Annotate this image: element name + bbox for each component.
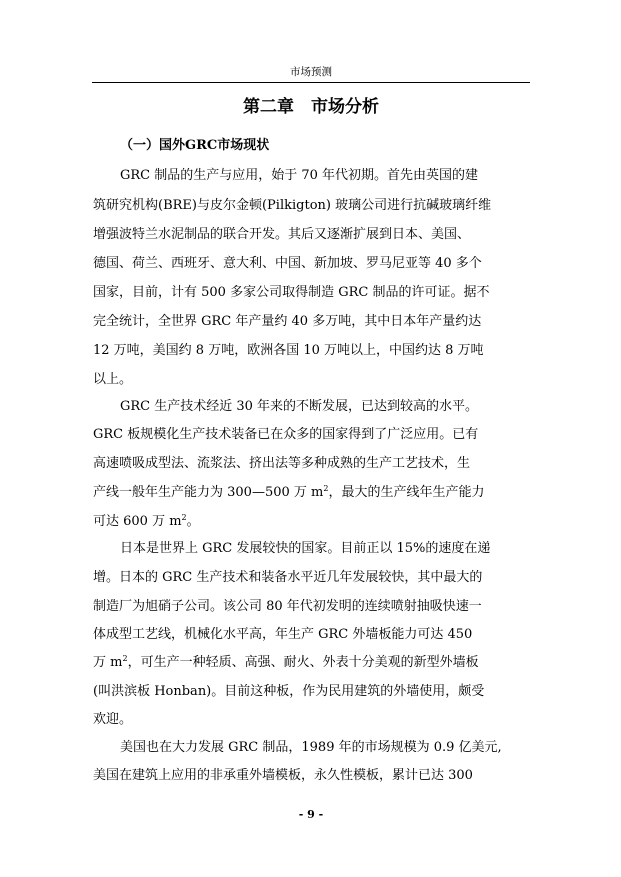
text-line: GRC 板规模化生产技术装备已在众多的国家得到了广泛应用。已有 — [93, 427, 479, 442]
text-line: 美国也在大力发展 GRC 制品，1989 年的市场规模为 0.9 亿美元, — [120, 740, 502, 755]
superscript: 2 — [122, 654, 128, 663]
chapter-title: 第二章 市场分析 — [243, 97, 379, 117]
page-header: 市场预测 — [290, 66, 332, 78]
text-line — [93, 483, 484, 503]
header-rule — [92, 82, 530, 83]
text-line: 欢迎。 — [93, 712, 133, 727]
text-line: 制造厂为旭硝子公司。该公司 80 年代初发明的连续喷射抽吸快速一 — [93, 599, 482, 614]
text-segment: ，最大的生产线年生产能力 — [328, 485, 485, 500]
text-line: 美国在建筑上应用的非承重外墙模板，永久性模板，累计已达 300 — [93, 768, 473, 783]
text-line: 日本是世界上 GRC 发展较快的国家。目前正以 15%的速度在递 — [120, 541, 491, 556]
text-line: 增强波特兰水泥制品的联合开发。其后又逐渐扩展到日本、美国、 — [93, 227, 471, 242]
text-line: GRC 制品的生产与应用，始于 70 年代初期。首先由英国的建 — [120, 168, 479, 183]
text-line: 德国、荷兰、西班牙、意大利、中国、新加坡、罗马尼亚等 40 多个 — [93, 256, 482, 271]
page-number: - 9 - — [298, 808, 324, 821]
text-line: 增。日本的 GRC 生产技术和装备水平近几年发展较快，其中最大的 — [93, 570, 483, 585]
text-line: 完全统计，全世界 GRC 年产量约 40 多万吨，其中日本年产量约达 — [93, 314, 482, 329]
text-segment: 万 m — [93, 655, 123, 670]
text-segment: ，可生产一种轻质、高强、耐火、外表十分美观的新型外墙板 — [127, 655, 479, 670]
text-line — [93, 512, 200, 532]
text-segment: 产线一般年生产能力为 300—500 万 m — [93, 485, 324, 500]
text-line: 体成型工艺线，机械化水平高，年生产 GRC 外墙板能力可达 450 — [93, 627, 473, 642]
text-segment: 。 — [186, 514, 200, 529]
text-line: 筑研究机构(BRE)与皮尔金顿(Pilkigton) 玻璃公司进行抗碱玻璃纤维 — [93, 198, 492, 213]
text-line: 高速喷吸成型法、流浆法、挤出法等多种成熟的生产工艺技术，生 — [93, 456, 471, 471]
text-segment: 可达 600 万 m — [93, 514, 182, 529]
text-line: GRC 生产技术经近 30 年来的不断发展，已达到较高的水平。 — [120, 399, 479, 414]
text-line: 12 万吨，美国约 8 万吨，欧洲各国 10 万吨以上，中国约达 8 万吨 — [93, 343, 484, 358]
text-line: 以上。 — [93, 372, 133, 387]
section-heading: （一）国外GRC市场现状 — [120, 138, 270, 153]
text-line: 国家，目前，计有 500 多家公司取得制造 GRC 制品的许可证。据不 — [93, 285, 490, 300]
superscript: 2 — [181, 513, 187, 522]
superscript: 2 — [323, 484, 329, 493]
text-line: (叫洪滨板 Honban)。目前这种板，作为民用建筑的外墙使用，颇受 — [93, 684, 485, 699]
text-line — [93, 653, 479, 673]
